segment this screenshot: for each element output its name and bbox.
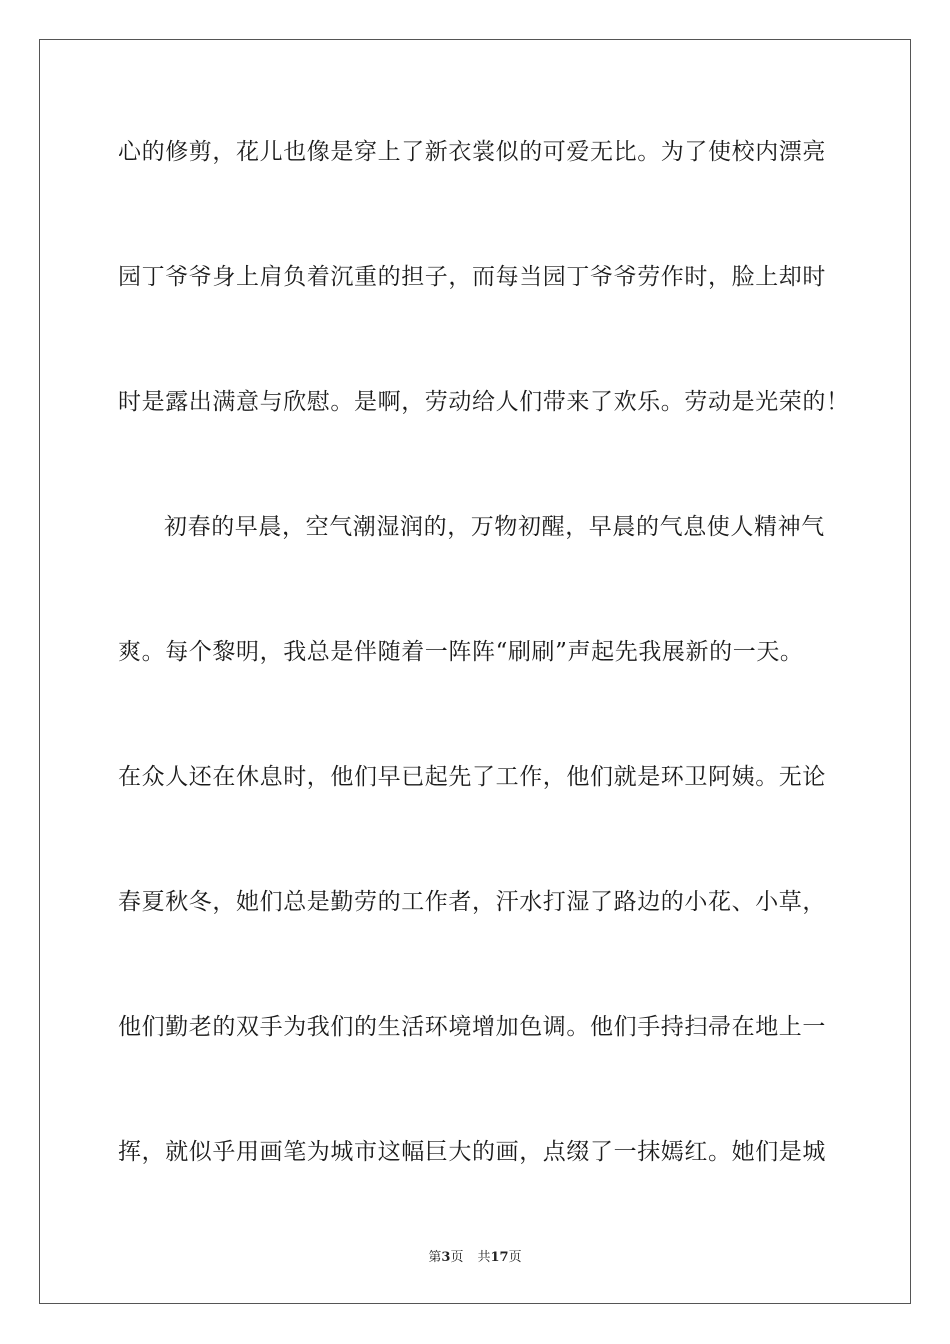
document-body <box>118 132 850 1257</box>
body-line-7: 春夏秋冬，她们总是勤劳的工作者，汗水打湿了路边的小花、小草， <box>118 889 826 915</box>
page-footer <box>0 1246 950 1265</box>
body-line-3: 时是露出满意与欣慰。是啊，劳动给人们带来了欢乐。劳动是光荣的！ <box>118 389 850 415</box>
total-pages: 17 <box>490 1250 509 1265</box>
body-line-4-paragraph-start: 初春的早晨，空气潮湿润的，万物初醒，早晨的气息使人精神气 <box>164 514 825 540</box>
body-line-1: 心的修剪，花儿也像是穿上了新衣裳似的可爱无比。为了使校内漂亮 <box>118 139 826 165</box>
page-suffix: 页 <box>450 1250 464 1265</box>
body-line-2: 园丁爷爷身上肩负着沉重的担子，而每当园丁爷爷劳作时，脸上却时 <box>118 264 826 290</box>
body-line-5: 爽。每个黎明，我总是伴随着一阵阵“刷刷”声起先我展新的一天。 <box>118 639 804 665</box>
total-prefix: 共 <box>477 1250 491 1265</box>
page-prefix: 第 <box>428 1250 442 1265</box>
page-number: 3 <box>441 1250 451 1265</box>
body-line-8: 他们勤老的双手为我们的生活环境增加色调。他们手持扫帚在地上一 <box>118 1014 826 1040</box>
body-line-6: 在众人还在休息时，他们早已起先了工作，他们就是环卫阿姨。无论 <box>118 764 826 790</box>
body-line-9: 挥，就似乎用画笔为城市这幅巨大的画，点缀了一抹嫣红。她们是城 <box>118 1139 826 1165</box>
total-suffix: 页 <box>508 1250 522 1265</box>
